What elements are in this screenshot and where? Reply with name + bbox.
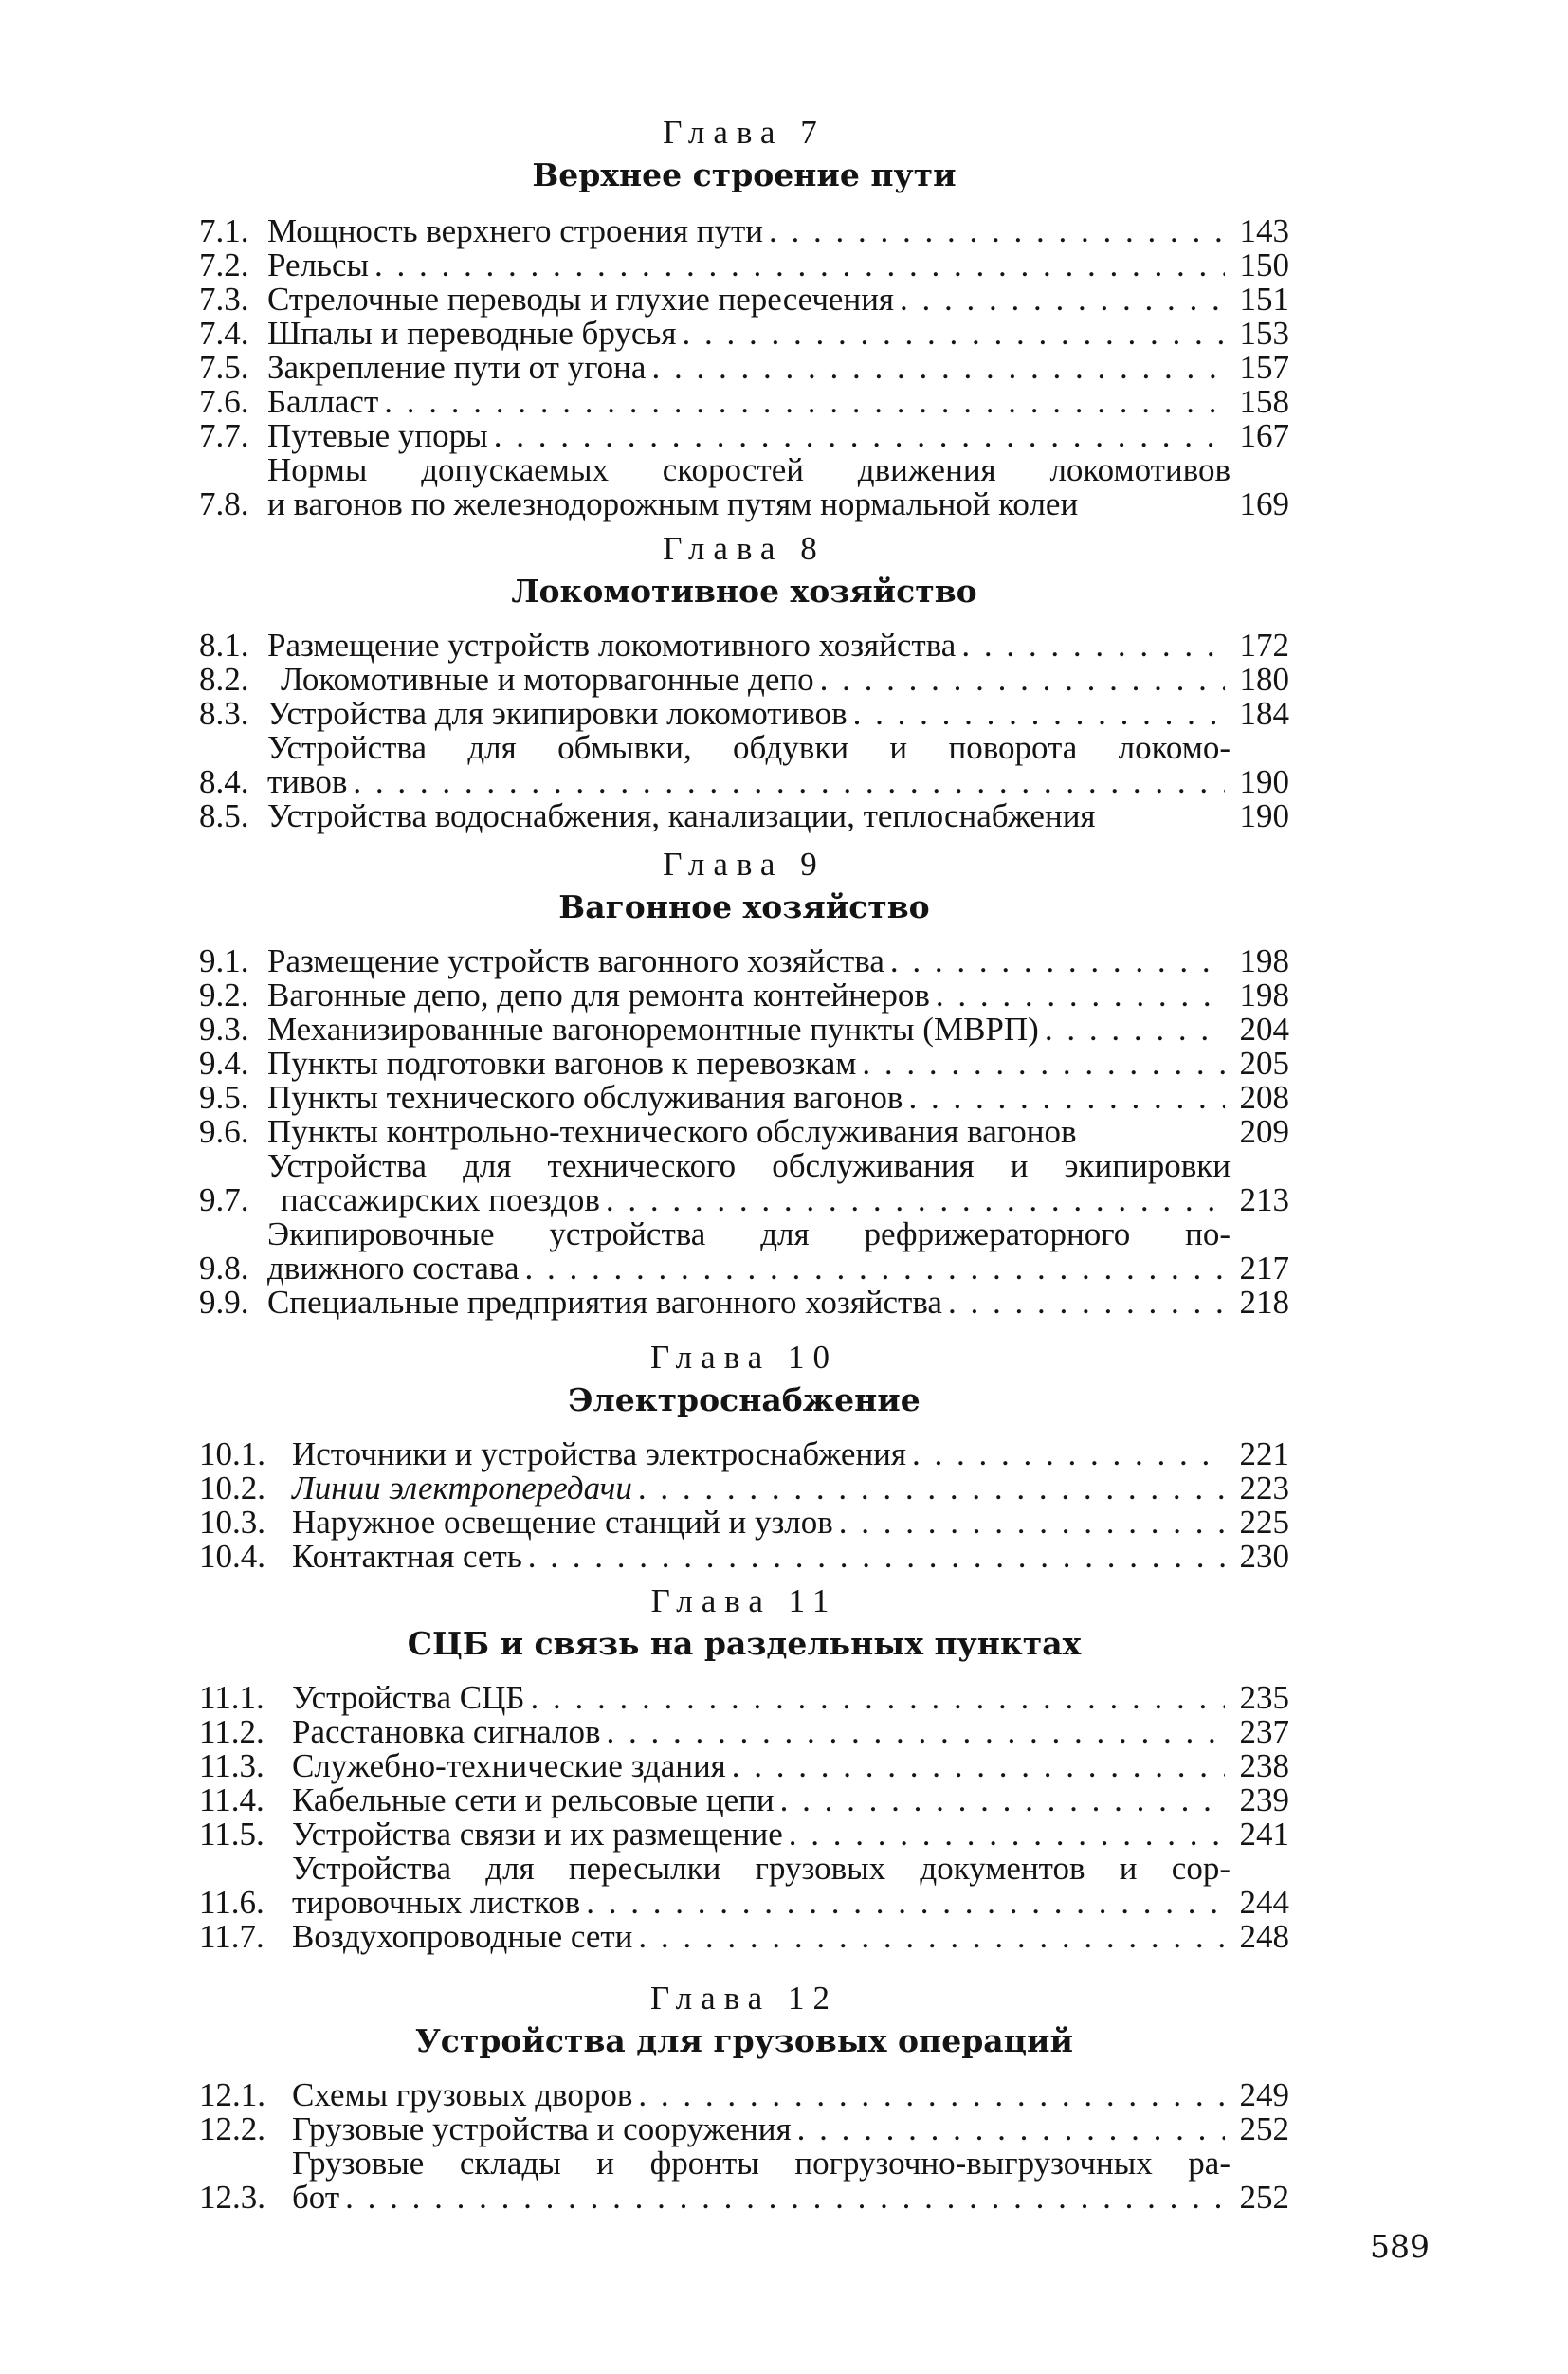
- entry-title-line-1: Нормы допускаемых скоростей движения локомотивов: [267, 451, 1231, 488]
- toc-entry[interactable]: [199, 1817, 1289, 1852]
- entry-number: 8.1.: [199, 627, 249, 664]
- toc-entry[interactable]: [199, 663, 1289, 697]
- leader-dots: [936, 978, 1225, 1013]
- entry-title: Балласт: [267, 383, 379, 420]
- entry-title: Стрелочные переводы и глухие пересечения: [267, 281, 895, 318]
- toc-entry[interactable]: [199, 214, 1289, 248]
- toc-list: [199, 1681, 1289, 1954]
- entry-title: Устройства для экипировки локомотивов: [267, 695, 848, 732]
- leader-dots: [862, 1047, 1225, 1081]
- leader-dots: [853, 697, 1225, 731]
- entry-number: 7.2.: [199, 247, 249, 283]
- entry-title: Кабельные сети и рельсовые цепи: [292, 1781, 775, 1818]
- chapter-title: Локомотивное хозяйство: [511, 573, 977, 610]
- toc-entry[interactable]: [199, 419, 1289, 453]
- entry-title: Размещение устройств локомотивного хозяйства: [267, 627, 957, 664]
- entry-title: Расстановка сигналов: [292, 1713, 601, 1750]
- chapter-label: Глава 11: [650, 1582, 838, 1619]
- entry-page: 190: [1239, 763, 1289, 800]
- leader-dots: [638, 2078, 1225, 2112]
- chapter-title: Вагонное хозяйство: [558, 888, 930, 925]
- entry-page: 190: [1239, 797, 1289, 834]
- leader-dots: [374, 248, 1225, 283]
- entry-number: 11.3.: [199, 1747, 264, 1784]
- entry-number: 9.1.: [199, 942, 249, 979]
- entry-page: 248: [1239, 1918, 1289, 1955]
- toc-entry[interactable]: [199, 731, 1289, 799]
- leader-dots: [820, 663, 1225, 697]
- entry-number: 12.1.: [199, 2076, 265, 2113]
- toc-entry[interactable]: [199, 629, 1289, 663]
- leader-dots: [606, 1183, 1225, 1217]
- entry-number: 8.2.: [199, 661, 249, 698]
- entry-title: Грузовые устройства и сооружения: [292, 2110, 792, 2147]
- entry-title: Рельсы: [267, 247, 370, 283]
- leader-dots: [682, 317, 1225, 351]
- toc-list: [199, 214, 1289, 521]
- leader-dots: [732, 1749, 1225, 1783]
- toc-entry[interactable]: [199, 2146, 1289, 2215]
- toc-entry[interactable]: [199, 248, 1289, 283]
- leader-dots: [780, 1783, 1225, 1817]
- toc-entry[interactable]: [199, 283, 1289, 317]
- entry-page: 235: [1239, 1679, 1289, 1716]
- leader-dots: [494, 419, 1225, 453]
- toc-entry[interactable]: [199, 1471, 1289, 1506]
- entry-number: 9.7.: [199, 1181, 249, 1218]
- toc-entry[interactable]: [199, 1081, 1289, 1115]
- entry-page: 151: [1239, 281, 1289, 318]
- entry-page: 169: [1239, 485, 1289, 522]
- toc-entry[interactable]: [199, 697, 1289, 731]
- toc-entry[interactable]: [199, 1852, 1289, 1920]
- entry-number: 7.3.: [199, 281, 249, 318]
- entry-page: 249: [1239, 2076, 1289, 2113]
- toc-entry[interactable]: [199, 799, 1289, 833]
- entry-title: Специальные предприятия вагонного хозяйства: [267, 1284, 942, 1321]
- toc-entry[interactable]: [199, 453, 1289, 521]
- entry-number: 9.3.: [199, 1011, 249, 1048]
- leader-dots: [900, 283, 1225, 317]
- entry-page: 244: [1239, 1884, 1289, 1921]
- entry-page: 150: [1239, 247, 1289, 283]
- leader-dots: [528, 1540, 1225, 1574]
- leader-dots: [769, 214, 1225, 248]
- leader-dots: [890, 944, 1225, 978]
- toc-entry[interactable]: [199, 1217, 1289, 1286]
- entry-title: Служебно-технические здания: [292, 1747, 726, 1784]
- entry-page: 209: [1239, 1113, 1289, 1150]
- chapter-title: Верхнее строение пути: [532, 156, 957, 193]
- leader-dots: [789, 1817, 1225, 1852]
- entry-page: 204: [1239, 1011, 1289, 1048]
- entry-page: 218: [1239, 1284, 1289, 1321]
- toc-list: [199, 2078, 1289, 2215]
- entry-number: 8.5.: [199, 797, 249, 834]
- toc-entry[interactable]: [199, 2112, 1289, 2146]
- entry-number: 11.5.: [199, 1816, 264, 1853]
- leader-dots: [638, 1920, 1225, 1954]
- entry-page: 157: [1239, 349, 1289, 386]
- entry-page: 223: [1239, 1470, 1289, 1507]
- entry-page: 252: [1239, 2179, 1289, 2216]
- entry-page: 205: [1239, 1045, 1289, 1082]
- toc-entry[interactable]: [199, 978, 1289, 1013]
- entry-title: Наружное освещение станций и узлов: [292, 1504, 833, 1541]
- entry-number: 7.5.: [199, 349, 249, 386]
- toc-entry[interactable]: [199, 1115, 1289, 1149]
- entry-page: 225: [1239, 1504, 1289, 1541]
- entry-number: 7.8.: [199, 485, 249, 522]
- leader-dots: [912, 1437, 1225, 1471]
- entry-title-line-2: и вагонов по железнодорожным путям нормальной колеи: [267, 485, 1079, 522]
- entry-title: Контактная сеть: [292, 1538, 522, 1575]
- entry-title: Путевые упоры: [267, 417, 488, 454]
- entry-title: Закрепление пути от угона: [267, 349, 647, 386]
- entry-page: 239: [1239, 1781, 1289, 1818]
- entry-number: 9.5.: [199, 1079, 249, 1116]
- entry-title: Схемы грузовых дворов: [292, 2076, 633, 2113]
- entry-title-line-1: Устройства для технического обслуживания и экипировки: [267, 1147, 1231, 1184]
- leader-dots: [948, 1286, 1225, 1320]
- toc-entry[interactable]: [199, 1749, 1289, 1783]
- leader-dots: [651, 351, 1225, 385]
- entry-number: 7.6.: [199, 383, 249, 420]
- toc-entry[interactable]: [199, 1013, 1289, 1047]
- chapter-12: [199, 1978, 1289, 2215]
- entry-title: Вагонные депо, депо для ремонта контейнеров: [267, 977, 930, 1014]
- toc-list: [199, 629, 1289, 833]
- toc-entry[interactable]: [199, 1783, 1289, 1817]
- entry-number: 9.4.: [199, 1045, 249, 1082]
- toc-entry[interactable]: [199, 1715, 1289, 1749]
- entry-title-line-2: пассажирских поездов: [281, 1181, 600, 1218]
- entry-number: 11.2.: [199, 1713, 264, 1750]
- leader-dots: [797, 2112, 1225, 2146]
- chapter-label: Глава 10: [650, 1339, 838, 1376]
- entry-page: 153: [1239, 315, 1289, 352]
- chapter-title: Устройства для грузовых операций: [415, 2022, 1073, 2059]
- toc-list: [199, 1437, 1289, 1574]
- leader-dots: [1045, 1013, 1225, 1047]
- entry-number: 7.1.: [199, 212, 249, 249]
- entry-title-line-2: движного состава: [267, 1250, 520, 1287]
- entry-page: 167: [1239, 417, 1289, 454]
- leader-dots: [961, 629, 1225, 663]
- toc-entry[interactable]: [199, 385, 1289, 419]
- entry-title: Воздухопроводные сети: [292, 1918, 633, 1955]
- toc-entry[interactable]: [199, 1149, 1289, 1217]
- entry-number: 11.6.: [199, 1884, 264, 1921]
- chapter-7: [199, 112, 1289, 521]
- chapter-label: Глава 12: [650, 1980, 838, 2017]
- entry-title: Механизированные вагоноремонтные пункты (МВРП): [267, 1011, 1039, 1048]
- entry-number: 11.7.: [199, 1918, 264, 1955]
- leader-dots: [525, 1251, 1225, 1286]
- toc-entry[interactable]: [199, 944, 1289, 978]
- entry-number: 10.1.: [199, 1435, 265, 1472]
- toc-entry[interactable]: [199, 1681, 1289, 1715]
- entry-number: 7.7.: [199, 417, 249, 454]
- entry-page: 213: [1239, 1181, 1289, 1218]
- entry-page: 238: [1239, 1747, 1289, 1784]
- entry-title: Устройства водоснабжения, канализации, теплоснабжения: [267, 797, 1096, 834]
- leader-dots: [638, 1471, 1225, 1506]
- chapter-label: Глава 8: [663, 530, 826, 567]
- entry-number: 7.4.: [199, 315, 249, 352]
- entry-page: 252: [1239, 2110, 1289, 2147]
- entry-page: 184: [1239, 695, 1289, 732]
- chapter-8: [199, 528, 1289, 833]
- entry-number: 11.4.: [199, 1781, 264, 1818]
- entry-title: Мощность верхнего строения пути: [267, 212, 763, 249]
- entry-number: 9.6.: [199, 1113, 249, 1150]
- entry-title: Устройства СЦБ: [292, 1679, 525, 1716]
- entry-title: Пункты контрольно-технического обслуживания вагонов: [267, 1113, 1077, 1150]
- leader-dots: [353, 765, 1225, 799]
- entry-title-line-2: тировочных листков: [292, 1884, 581, 1921]
- entry-number: 8.3.: [199, 695, 249, 732]
- toc-entry[interactable]: [199, 1540, 1289, 1574]
- toc-list: [199, 944, 1289, 1320]
- entry-number: 12.3.: [199, 2179, 265, 2216]
- entry-page: 208: [1239, 1079, 1289, 1116]
- entry-title: Локомотивные и моторвагонные депо: [281, 661, 814, 698]
- entry-number: 8.4.: [199, 763, 249, 800]
- leader-dots: [384, 385, 1225, 419]
- entry-number: 9.9.: [199, 1284, 249, 1321]
- chapter-label: Глава 9: [663, 846, 826, 883]
- toc-entry[interactable]: [199, 1506, 1289, 1540]
- entry-number: 10.4.: [199, 1538, 265, 1575]
- entry-page: 158: [1239, 383, 1289, 420]
- toc-entry[interactable]: [199, 317, 1289, 351]
- leader-dots: [839, 1506, 1225, 1540]
- entry-page: 241: [1239, 1816, 1289, 1853]
- entry-title: Пункты технического обслуживания вагонов: [267, 1079, 903, 1116]
- entry-number: 12.2.: [199, 2110, 265, 2147]
- entry-page: 221: [1239, 1435, 1289, 1472]
- entry-page: 237: [1239, 1713, 1289, 1750]
- page-number: 589: [1370, 2228, 1430, 2265]
- entry-page: 198: [1239, 942, 1289, 979]
- entry-title: Пункты подготовки вагонов к перевозкам: [267, 1045, 857, 1082]
- toc-entry[interactable]: [199, 1286, 1289, 1320]
- entry-number: 9.2.: [199, 977, 249, 1014]
- entry-title-line-1: Грузовые склады и фронты погрузочно-выгрузочных ра-: [292, 2145, 1231, 2182]
- entry-title-line-1: Устройства для пересылки грузовых документов и сор-: [292, 1850, 1231, 1887]
- chapter-label: Глава 7: [663, 114, 826, 151]
- entry-title: Шпалы и переводные брусья: [267, 315, 677, 352]
- toc-entry[interactable]: [199, 1920, 1289, 1954]
- entry-number: 11.1.: [199, 1679, 264, 1716]
- entry-page: 180: [1239, 661, 1289, 698]
- entry-title-line-2: тивов: [267, 763, 348, 800]
- chapter-9: [199, 844, 1289, 1320]
- leader-dots: [530, 1681, 1225, 1715]
- entry-title: Устройства связи и их размещение: [292, 1816, 783, 1853]
- chapter-title: Электроснабжение: [568, 1381, 921, 1418]
- leader-dots: [345, 2181, 1225, 2215]
- leader-dots: [607, 1715, 1225, 1749]
- entry-title-line-1: Устройства для обмывки, обдувки и поворота локомо-: [267, 729, 1231, 766]
- entry-number: 10.3.: [199, 1504, 265, 1541]
- entry-title: Размещение устройств вагонного хозяйства: [267, 942, 884, 979]
- entry-title-line-2: бот: [292, 2179, 340, 2216]
- leader-dots: [908, 1081, 1225, 1115]
- chapter-10: [199, 1337, 1289, 1574]
- entry-title-line-1: Экипировочные устройства для рефрижераторного по-: [267, 1215, 1231, 1252]
- leader-dots: [586, 1886, 1225, 1920]
- entry-page: 172: [1239, 627, 1289, 664]
- chapter-11: [199, 1580, 1289, 1954]
- entry-title: Источники и устройства электроснабжения: [292, 1435, 907, 1472]
- entry-page: 217: [1239, 1250, 1289, 1287]
- entry-page: 198: [1239, 977, 1289, 1014]
- entry-number: 10.2.: [199, 1470, 265, 1507]
- toc-entry[interactable]: [199, 1437, 1289, 1471]
- toc-entry[interactable]: [199, 2078, 1289, 2112]
- entry-page: 230: [1239, 1538, 1289, 1575]
- chapter-title: СЦБ и связь на раздельных пунктах: [407, 1625, 1082, 1662]
- entry-number: 9.8.: [199, 1250, 249, 1287]
- toc-entry[interactable]: [199, 351, 1289, 385]
- entry-page: 143: [1239, 212, 1289, 249]
- entry-title: Линии электропередачи: [292, 1470, 632, 1507]
- toc-entry[interactable]: [199, 1047, 1289, 1081]
